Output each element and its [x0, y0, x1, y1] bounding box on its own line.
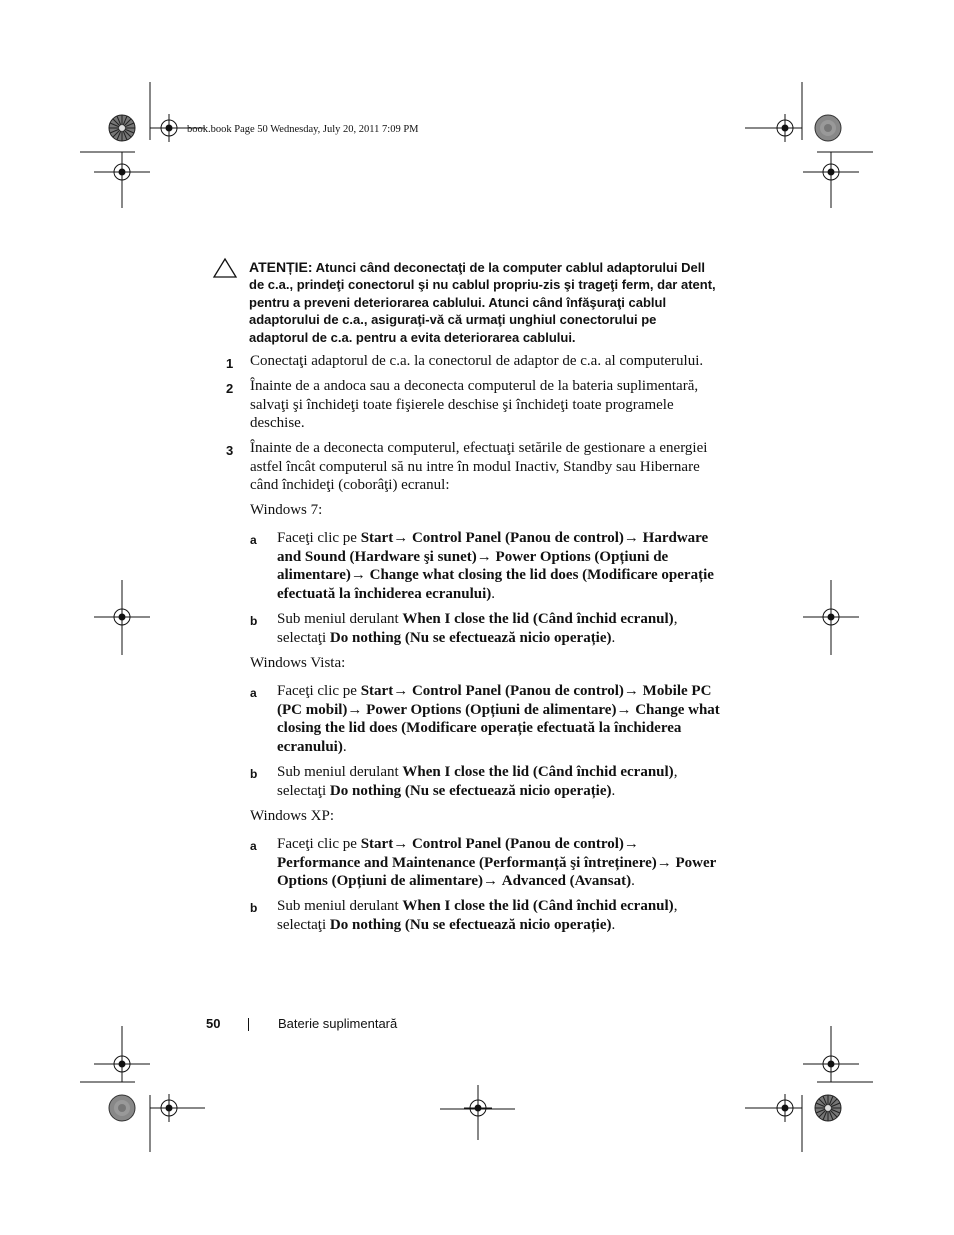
step-text: Înainte de a andoca sau a deconecta computerul de la bateria suplimentară, salvaţi şi închideţi toate fişierele deschise şi închideţi toate programele deschise.: [250, 378, 699, 432]
footer-divider: [248, 1018, 249, 1031]
substep-letter: b: [250, 901, 258, 915]
substep-text: Faceţi clic pe Start→ Control Panel (Panou de control)→ Mobile PC (PC mobil)→ Power Options (Opțiuni de alimentare)→ Change what closing the lid does (Modificare operație efectuată la închiderea ecranului).: [277, 683, 720, 755]
os-heading-windows-7: Windows 7:: [250, 502, 323, 518]
substep-text: Sub meniul derulant When I close the lid (Când închid ecranul), selectaţi Do nothing (Nu se efectuează nicio operație).: [277, 764, 678, 799]
substep-letter: a: [250, 533, 257, 547]
substep-letter: b: [250, 767, 258, 781]
step-text: Conectaţi adaptorul de c.a. la conectorul de adaptor de c.a. al computerului.: [250, 353, 704, 369]
os-heading-windows-xp: Windows XP:: [250, 808, 334, 824]
caution-text: Atunci când deconectaţi de la computer cablul adaptorului Dell de c.a., prindeţi conectorul şi nu cablul propriu-zis şi trageţi ferm, dar atent, pentru a preveni deteriorarea cablului. Atunci când înfăşuraţi cablul adaptorului de c.a., asiguraţi-vă că urmaţi unghiul conectorului pe adaptorul de c.a. pentru a evita deteriorarea cablului.: [249, 260, 716, 345]
substep-letter: a: [250, 686, 257, 700]
print-header: book.book Page 50 Wednesday, July 20, 2011 7:09 PM: [187, 124, 419, 135]
step-number: 1: [226, 356, 234, 371]
substep-text: Sub meniul derulant When I close the lid (Când închid ecranul), selectaţi Do nothing (Nu se efectuează nicio operație).: [277, 611, 678, 646]
substep-text: Faceţi clic pe Start→ Control Panel (Panou de control)→ Performance and Maintenance (Performanță şi întreținere)→ Power Options (Opțiuni de alimentare)→ Advanced (Avansat).: [277, 836, 717, 890]
substep-text: Faceţi clic pe Start→ Control Panel (Panou de control)→ Hardware and Sound (Hardware şi sunet)→ Power Options (Opțiuni de alimentare)→ Change what closing the lid does (Modificare operație efectuată la închiderea ecranului).: [277, 530, 714, 602]
page-number: 50: [206, 1016, 221, 1031]
caution-note: [249, 259, 719, 346]
os-heading-windows-vista: Windows Vista:: [250, 655, 346, 671]
step-text: Înainte de a deconecta computerul, efectuaţi setările de gestionare a energiei astfel încât computerul să nu intre în modul Inactiv, Standby sau Hibernare când închideţi (coborâţi) ecranul:: [250, 440, 708, 494]
substep-text: Sub meniul derulant When I close the lid (Când închid ecranul), selectaţi Do nothing (Nu se efectuează nicio operație).: [277, 898, 678, 933]
chapter-title: Baterie suplimentară: [278, 1016, 398, 1031]
step-number: 3: [226, 443, 234, 458]
substep-letter: a: [250, 839, 257, 853]
caution-triangle-icon: [212, 257, 238, 279]
caution-label: ATENȚIE:: [249, 259, 313, 275]
substep-letter: b: [250, 614, 258, 628]
step-number: 2: [226, 381, 234, 396]
